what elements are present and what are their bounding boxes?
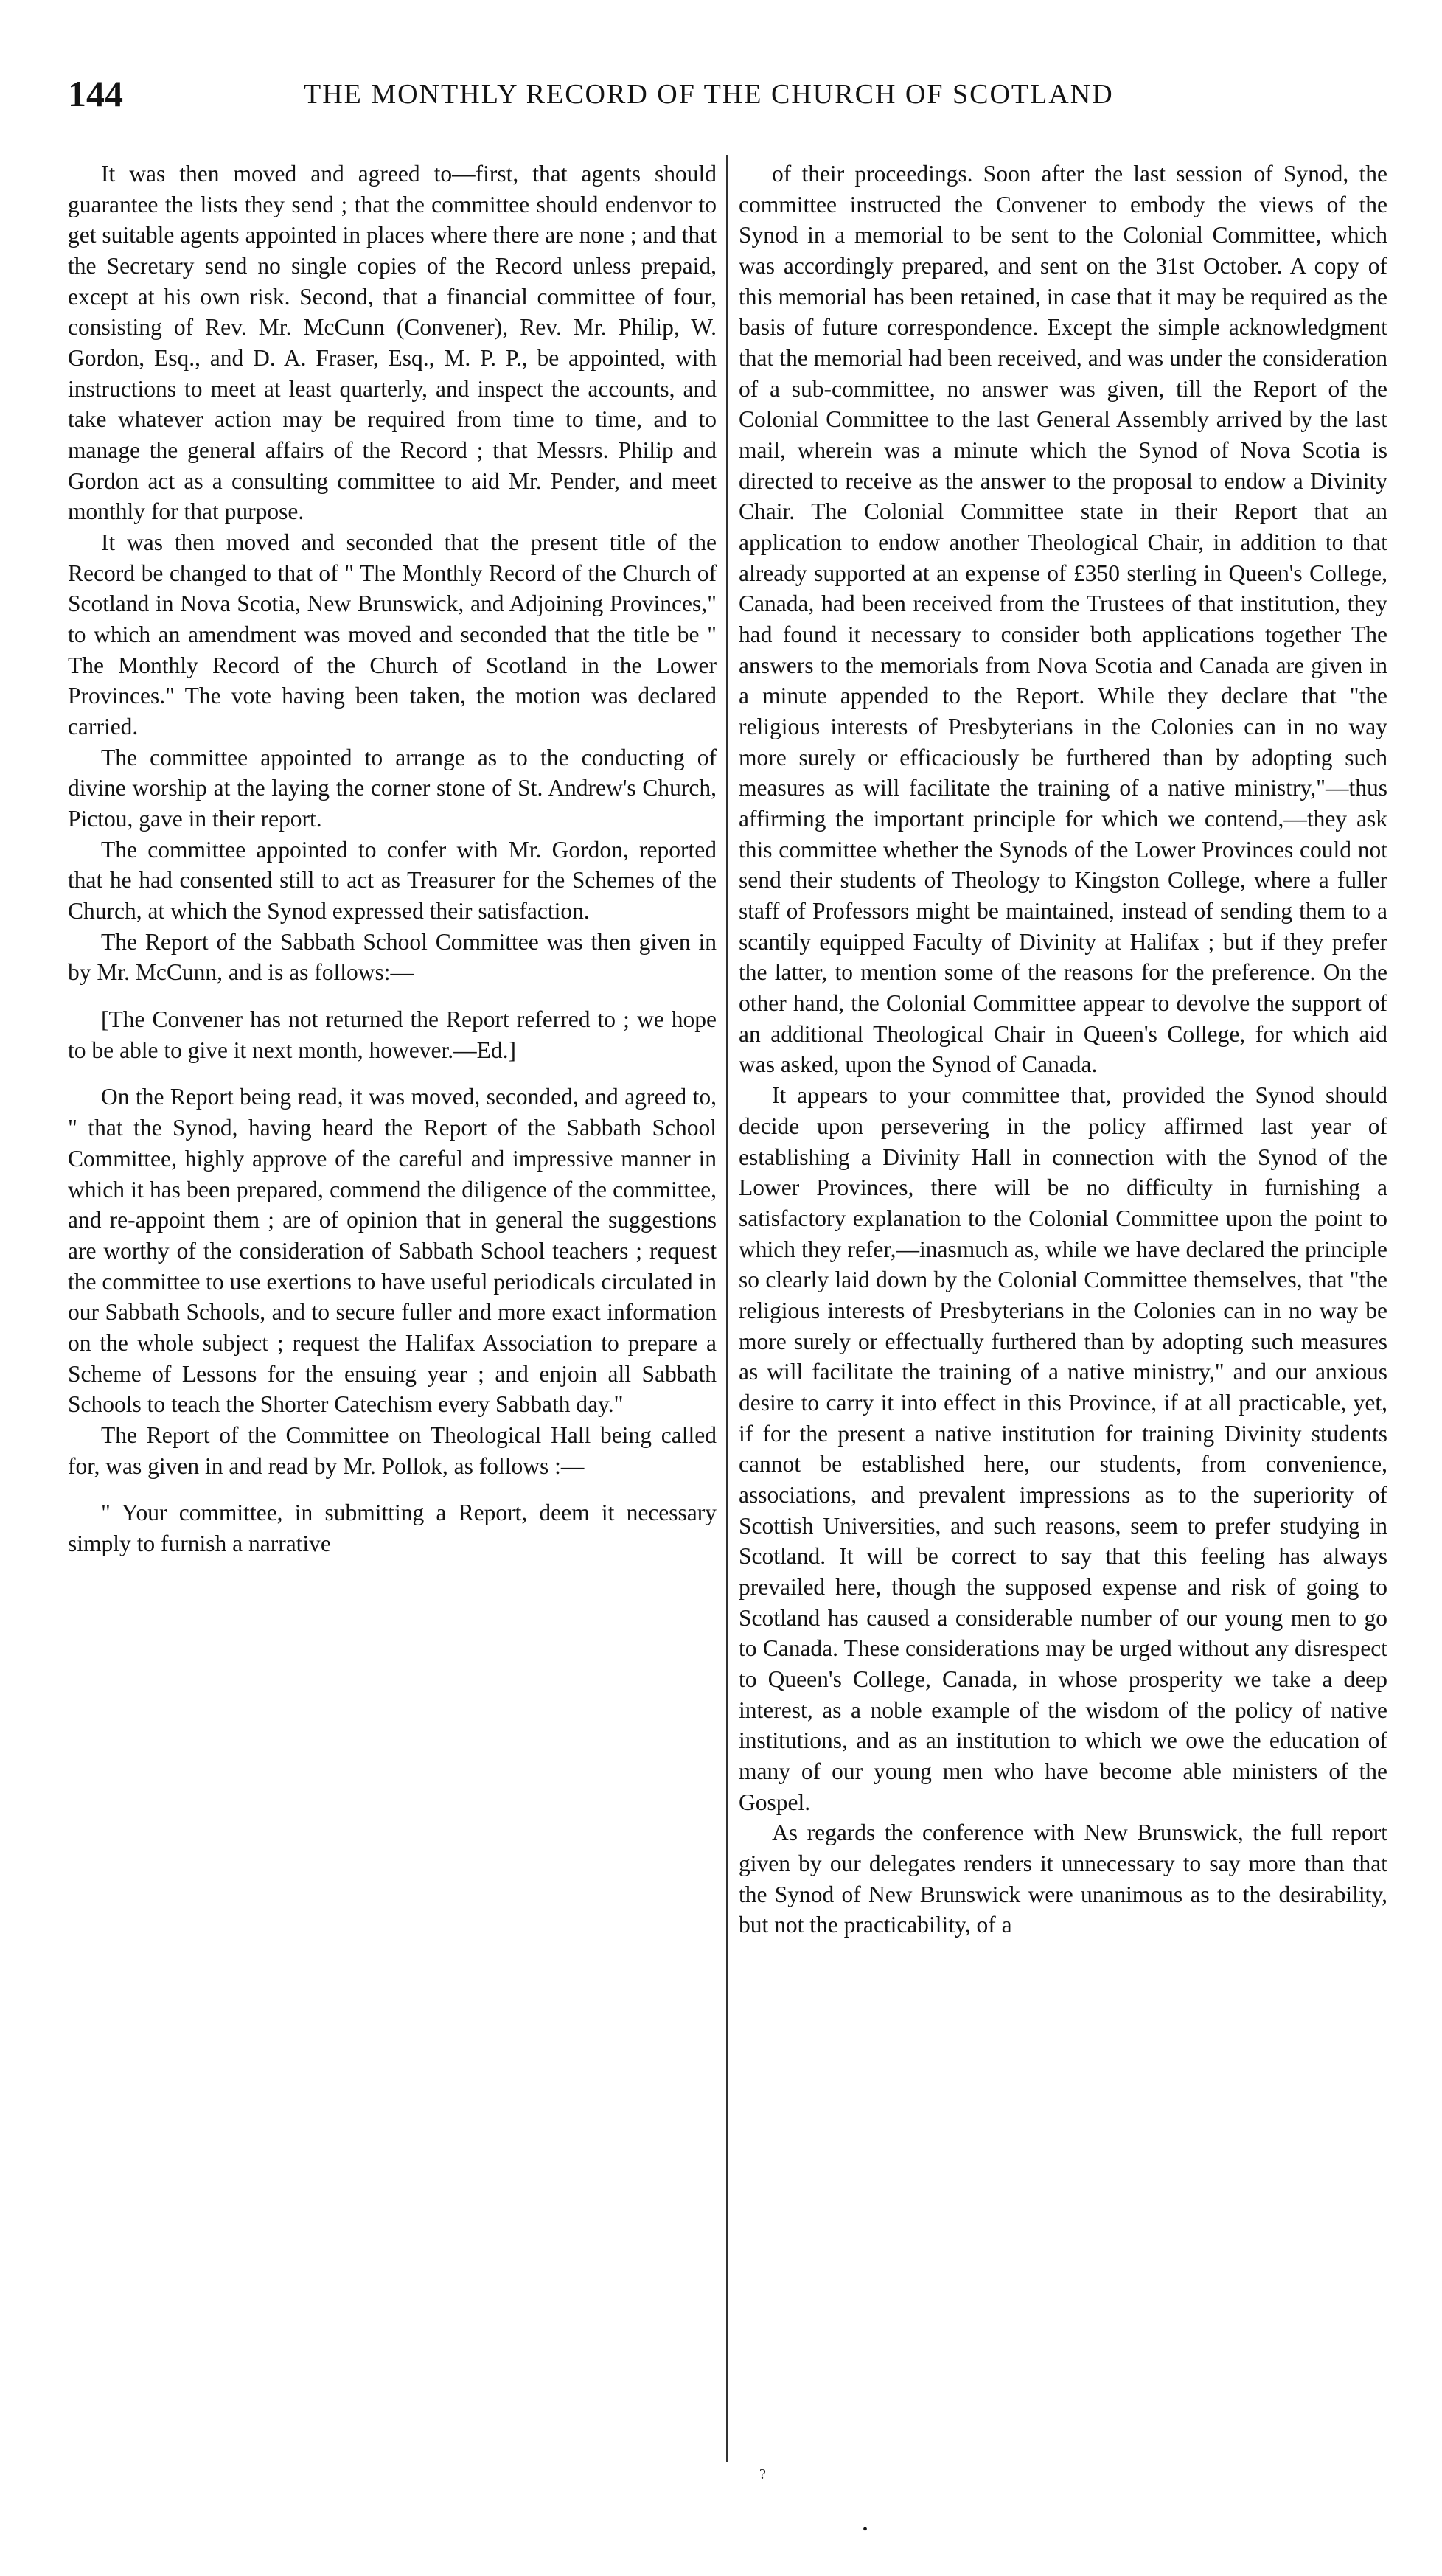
paragraph: The committee appointed to confer with Mr. Gordon, reported that he had consented still to act as Treasurer for the Schemes of the Church, at which the Synod expressed their satisfaction. <box>68 836 717 925</box>
editor-note: [The Convener has not returned the Report referred to ; we hope to be able to give it next month, however.—Ed.] <box>68 1006 717 1063</box>
paragraph: On the Report being read, it was moved, seconded, and agreed to, " that the Synod, having heard the Report of the Sabbath School Committee, highly approve of the careful and impressive manner in which it has been prepared, commend the diligence of the committee, and re-appoint them ; are of opinion that in general the suggestions are worthy of the consideration of Sabbath School teachers ; request the committee to use exertions to have useful periodicals circulated in our Sabbath Schools, and to secure fuller and more exact information on the whole subject ; request the Halifax Association to prepare a Scheme of Lessons for the ensuing year ; and enjoin all Sabbath Schools to teach the Shorter Catechism every Sabbath day." <box>68 1084 717 1418</box>
paragraph: It was then moved and seconded that the present title of the Record be changed to that of " The Monthly Record of the Church of Scotland in Nova Scotia, New Brunswick, and Adjoining Provinces," to which an amendment was moved and seconded that the title be " The Monthly Record of the Church of Scotland in the Lower Provinces." The vote having been taken, the motion was declared carried. <box>68 529 717 740</box>
paragraph: As regards the conference with New Brunswick, the full report given by our delegates renders it unnecessary to say more than that the Synod of New Brunswick were unanimous as to the desirability, but not the practicability, of a <box>739 1820 1387 1938</box>
right-column <box>739 159 1387 1940</box>
paragraph: The committee appointed to arrange as to the conducting of divine worship at the laying the corner stone of St. Andrew's Church, Pictou, gave in their report. <box>68 744 717 832</box>
paragraph: The Report of the Sabbath School Committee was then given in by Mr. McCunn, and is as follows:— <box>68 928 717 986</box>
left-column <box>68 159 717 1559</box>
paragraph: The Report of the Committee on Theological Hall being called for, was given in and read by Mr. Pollok, as follows :— <box>68 1421 717 1479</box>
column-divider <box>726 155 728 2462</box>
paragraph: " Your committee, in submitting a Report, deem it necessary simply to furnish a narrative <box>68 1500 717 1556</box>
paragraph: It was then moved and agreed to—first, that agents should guarantee the lists they send ; that the committee should endenvor to get suitable agents appointed in places where there are none ; and that the Secretary send no single copies of the Record unless prepaid, except at his own risk. Second, that a financial committee of four, consisting of Rev. Mr. McCunn (Convener), Rev. Mr. Philip, W. Gordon, Esq., and D. A. Fraser, Esq., M. P. P., be appointed, with instructions to meet at least quarterly, and inspect the accounts, and take whatever action may be required from time to time, and to manage the general affairs of the Record ; that Messrs. Philip and Gordon act as a consulting committee to aid Mr. Pender, and meet monthly for that purpose. <box>68 161 717 525</box>
signature-mark: ? <box>759 2466 766 2482</box>
page-header <box>68 72 1395 131</box>
paragraph: of their proceedings. Soon after the last session of Synod, the committee instructed the Convener to embody the views of the Synod in a memorial to be sent to the Colonial Committee, which was accordingly prepared, and sent on the 31st October. A copy of this memorial has been retained, in case that it may be required as the basis of future correspondence. Except the simple acknowledgment that the memorial had been received, and was under the consideration of a sub-committee, no answer was given, till the Report of the Colonial Committee to the last General Assembly arrived by the last mail, wherein was a minute which the Synod of Nova Scotia is directed to receive as the answer to the proposal to endow a Divinity Chair. The Colonial Committee state in their Report that an application to endow another Theological Chair, in addition to that already supported at an expense of £350 sterling in Queen's College, Canada, had been received from the Trustees of that institution, they had found it necessary to consider both applications together The answers to the memorials from Nova Scotia and Canada are given in a minute appended to the Report. While they declare that "the religious interests of Presbyterians in the Colonies can in no way more surely or efficaciously be furthered than by adopting such measures as will facilitate the training of a native ministry,"—thus affirming the important principle for which we contend,—they ask this committee whether the Synods of the Lower Provinces could not send their students of Theology to Kingston College, where a fuller staff of Professors might be maintained, instead of sending them to a scantily equipped Faculty of Divinity at Halifax ; but if they prefer the latter, to mention some of the reasons for the preference. On the other hand, the Colonial Committee appear to devolve the support of an additional Theological Chair in Queen's College, for which aid was asked, upon the Synod of Canada. <box>739 161 1387 1078</box>
page-number: 144 <box>68 73 123 114</box>
running-head: THE MONTHLY RECORD OF THE CHURCH OF SCOTLAND <box>304 79 1114 110</box>
paragraph: It appears to your committee that, provided the Synod should decide upon persevering in the policy affirmed last year of establishing a Divinity Hall in connection with the Synod of the Lower Provinces, there will be no difficulty in furnishing a satisfactory explanation to the Colonial Committee upon the point to which they refer,—inasmuch as, while we have declared the principle so clearly laid down by the Colonial Committee themselves, that "the religious interests of Presbyterians in the Colonies can in no way be more surely or effectually furthered than by adopting such measures as will facilitate the training of a native ministry," and our anxious desire to carry it into effect in this Province, if at all practicable, yet, if for the present a native institution for training Divinity students cannot be established here, our students, from convenience, associations, and prevalent impressions as to the superiority of Scottish Universities, and such reasons, seem to prefer studying in Scotland. It will be correct to say that this feeling has always prevailed here, though the supposed expense and risk of going to Scotland has caused a considerable number of our young men to go to Canada. These considerations may be urged without any disrespect to Queen's College, Canada, in whose prosperity we take a deep interest, as a noble example of the wisdom of the policy of native institutions, and as an institution to which we owe the education of many of our young men who have become able ministers of the Gospel. <box>739 1082 1387 1815</box>
footer-mark: • <box>863 2521 868 2538</box>
